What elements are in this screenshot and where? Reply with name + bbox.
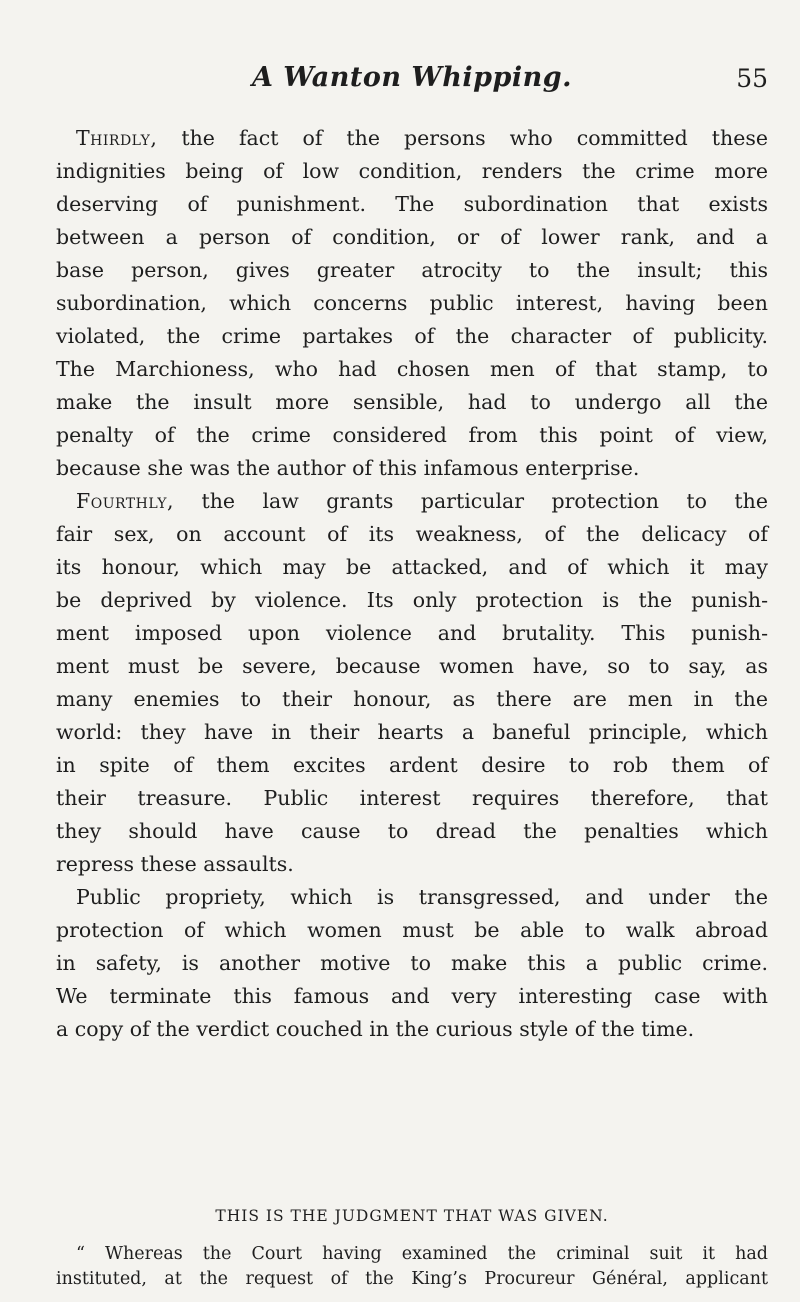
line-text: violated, the crime partakes of the character of publicity. <box>56 324 768 348</box>
text-line <box>56 122 768 155</box>
running-title: A Wanton Whipping. <box>251 62 573 93</box>
text-line <box>56 716 768 749</box>
text-line <box>56 749 768 782</box>
text-line <box>56 848 768 881</box>
line-text: a copy of the verdict couched in the curious style of the time. <box>56 1017 695 1041</box>
line-text: between a person of condition, or of lower rank, and a <box>56 225 768 249</box>
text-line <box>56 254 768 287</box>
line-text: world: they have in their hearts a baneful principle, which <box>56 720 768 744</box>
paragraph <box>56 881 768 1046</box>
text-line <box>56 914 768 947</box>
line-text: ment imposed upon violence and brutality. This punish- <box>56 621 768 645</box>
line-text: make the insult more sensible, had to undergo all the <box>56 390 768 414</box>
text-line <box>56 518 768 551</box>
line-text: Public propriety, which is transgressed, and under the <box>76 885 768 909</box>
line-text: The Marchioness, who had chosen men of that stamp, to <box>56 357 768 381</box>
text-line <box>56 881 768 914</box>
text-line <box>56 485 768 518</box>
line-text: they should have cause to dread the penalties which <box>56 819 768 843</box>
text-line <box>56 452 768 485</box>
text-line <box>56 980 768 1013</box>
line-text: base person, gives greater atrocity to the insult; this <box>56 258 768 282</box>
line-text: the fact of the persons who committed these <box>157 126 768 150</box>
line-text: many enemies to their honour, as there are men in the <box>56 687 768 711</box>
paragraph <box>56 122 768 485</box>
line-text: subordination, which concerns public interest, having been <box>56 291 768 315</box>
line-text: because she was the author of this infamous enterprise. <box>56 456 640 480</box>
text-line <box>56 782 768 815</box>
running-head <box>56 62 768 102</box>
text-line <box>56 320 768 353</box>
line-text: We terminate this famous and very interesting case with <box>56 984 768 1008</box>
line-text: indignities being of low condition, renders the crime more <box>56 159 768 183</box>
text-line <box>56 386 768 419</box>
text-line <box>56 815 768 848</box>
paragraph <box>56 485 768 881</box>
text-line <box>56 287 768 320</box>
page-number: 55 <box>736 64 768 93</box>
line-text: protection of which women must be able to walk abroad <box>56 918 768 942</box>
line-text: penalty of the crime considered from this point of view, <box>56 423 768 447</box>
lead-word: Fourthly, <box>76 489 175 513</box>
line-text: in safety, is another motive to make this a public crime. <box>56 951 768 975</box>
line-text: the law grants particular protection to the <box>174 489 768 513</box>
text-line <box>56 584 768 617</box>
text-line <box>56 221 768 254</box>
judgment-heading: THIS IS THE JUDGMENT THAT WAS GIVEN. <box>215 1207 609 1225</box>
text-line <box>56 155 768 188</box>
line-text: its honour, which may be attacked, and of which it may <box>56 555 768 579</box>
text-line <box>56 1013 768 1046</box>
text-line <box>56 650 768 683</box>
line-text: ment must be severe, because women have, so to say, as <box>56 654 768 678</box>
footnote-line: instituted, at the request of the King’s Procureur Général, applicant <box>56 1269 768 1289</box>
lead-word: Thirdly, <box>76 126 158 150</box>
footnote <box>56 1242 768 1292</box>
body-text <box>56 122 768 1046</box>
text-line <box>56 551 768 584</box>
footnote-line: “ Whereas the Court having examined the criminal suit it had <box>76 1244 768 1264</box>
text-line <box>56 617 768 650</box>
text-line <box>56 188 768 221</box>
text-line <box>56 947 768 980</box>
line-text: deserving of punishment. The subordination that exists <box>56 192 768 216</box>
line-text: their treasure. Public interest requires therefore, that <box>56 786 768 810</box>
text-line <box>56 353 768 386</box>
text-line <box>56 419 768 452</box>
line-text: fair sex, on account of its weakness, of the delicacy of <box>56 522 768 546</box>
line-text: in spite of them excites ardent desire to rob them of <box>56 753 768 777</box>
text-line <box>56 683 768 716</box>
line-text: be deprived by violence. Its only protection is the punish- <box>56 588 768 612</box>
line-text: repress these assaults. <box>56 852 294 876</box>
